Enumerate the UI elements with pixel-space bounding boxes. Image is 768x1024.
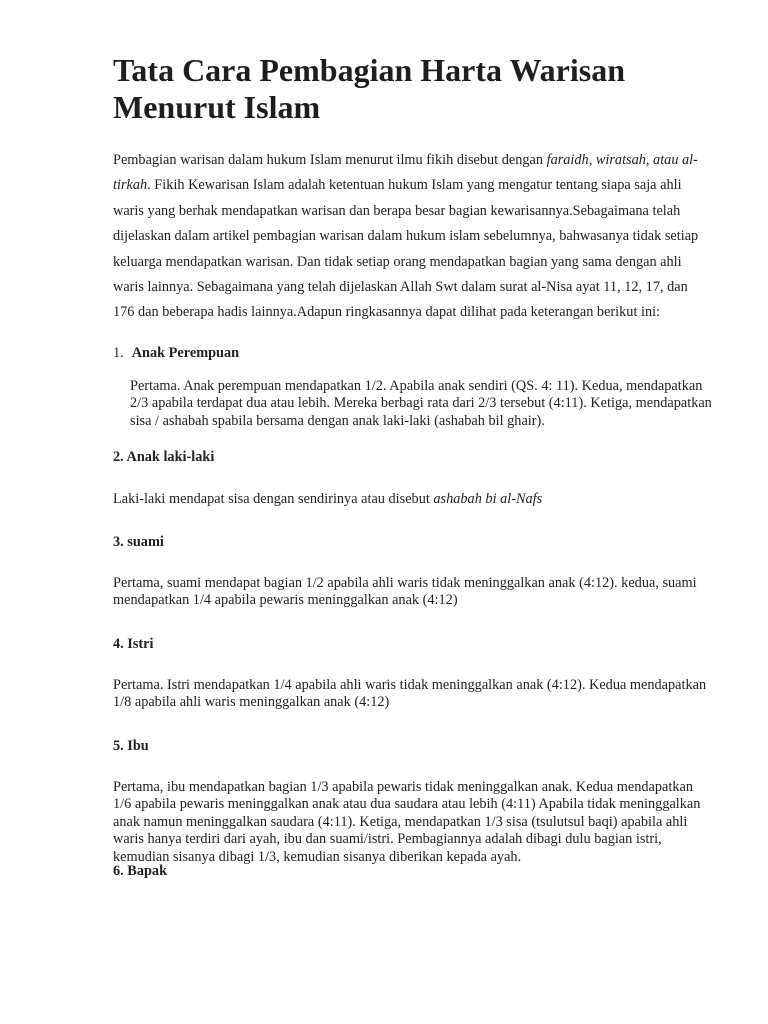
intro-text-start: Pembagian warisan dalam hukum Islam menurut ilmu fikih disebut dengan	[113, 152, 547, 168]
intro-paragraph	[113, 148, 711, 326]
section-heading-istri: 4. Istri	[113, 636, 154, 652]
intro-italic-terms: faraidh, wiratsah, atau al-tirkah	[113, 152, 698, 194]
list-number: 1.	[113, 345, 124, 361]
intro-text-end: . Fikih Kewarisan Islam adalah ketentuan hukum Islam yang mengatur tentang siapa saja ahli waris yang berhak mendapatkan warisan dan berapa besar bagian kewarisannya.Sebagaimana telah dijelaskan dalam artikel pembagian warisan dalam hukum islam sebelumnya, bahwasanya tidak setiap keluarga mendapatkan warisan. Dan tidak setiap orang mendapatkan bagian yang sama dengan ahli waris lainnya. Sebagaimana yang telah dijelaskan Allah Swt dalam surat al-Nisa ayat 11, 12, 17, dan 176 dan beberapa hadis lainnya.Adapun ringkasannya dapat dilihat pada keterangan berikut ini:	[113, 177, 699, 321]
section-heading-anak-laki-laki: 2. Anak laki-laki	[113, 449, 215, 465]
heading-label: Anak Perempuan	[131, 345, 240, 361]
section-heading-suami: 3. suami	[113, 534, 164, 550]
anak-laki-italic-term: ashabah bi al-Nafs	[433, 491, 543, 507]
section-heading-ibu: 5. Ibu	[113, 738, 149, 754]
page-title: Tata Cara Pembagian Harta Warisan Menurut Islam	[113, 52, 626, 125]
section-heading-bapak: 6. Bapak	[113, 863, 168, 879]
section-heading-anak-perempuan	[113, 344, 239, 362]
section-text-ibu: Pertama, ibu mendapatkan bagian 1/3 apabila pewaris tidak meninggalkan anak. Kedua mendapatkan 1/6 apabila pewaris meninggalkan anak atau dua saudara atau lebih (4:11) Apabila tidak meninggalkan anak namun meninggalkan saudara (4:11). Ketiga, mendapatkan 1/3 sisa (tsulutsul baqi) apabila ahli waris hanya terdiri dari ayah, ibu dan suami/istri. Pembagiannya adalah dibagi dulu bagian istri, kemudian sisanya dibagi 1/3, kemudian sisanya diberikan kepada ayah.	[113, 779, 701, 865]
section-text-istri: Pertama. Istri mendapatkan 1/4 apabila ahli waris tidak meninggalkan anak (4:12). Kedua mendapatkan 1/8 apabila ahli waris meninggalkan anak (4:12)	[113, 677, 707, 711]
section-text-suami: Pertama, suami mendapat bagian 1/2 apabila ahli waris tidak meninggalkan anak (4:12). kedua, suami mendapatkan 1/4 apabila pewaris meninggalkan anak (4:12)	[113, 575, 697, 609]
section-text-anak-perempuan: Pertama. Anak perempuan mendapatkan 1/2. Apabila anak sendiri (QS. 4: 11). Kedua, mendapatkan 2/3 apabila terdapat dua atau lebih. Mereka berbagi rata dari 2/3 tersebut (4:11). Ketiga, mendapatkan sisa / ashabah spabila bersama dengan anak laki-laki (ashabah bil ghair).	[130, 378, 712, 429]
anak-laki-text: Laki-laki mendapat sisa dengan sendirinya atau disebut	[113, 491, 434, 507]
section-text-anak-laki-laki	[113, 491, 713, 508]
